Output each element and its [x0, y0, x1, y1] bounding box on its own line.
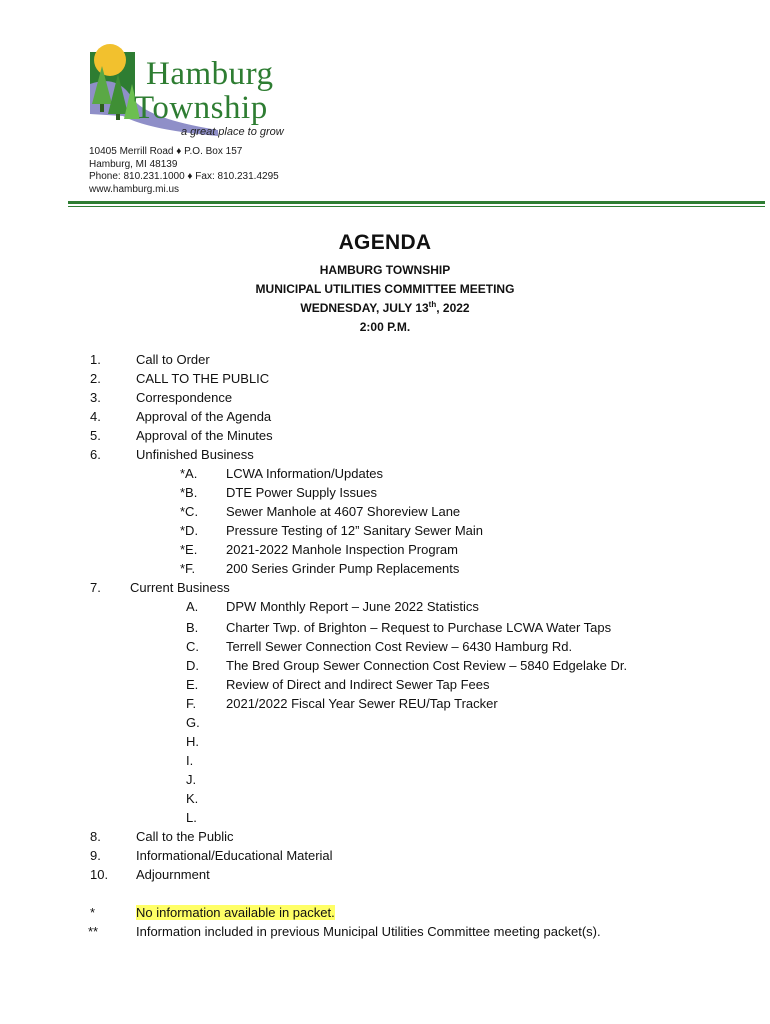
sub-item-letter: J. [186, 772, 197, 787]
logo-tagline: a great place to grow [181, 126, 284, 138]
footnote-mark: * [90, 905, 96, 920]
meeting-name: MUNICIPAL UTILITIES COMMITTEE MEETING [255, 282, 515, 296]
footnote-text: Information included in previous Municipal Utilities Committee meeting packet(s). [136, 924, 601, 939]
item-number: 1. [90, 352, 101, 367]
item-number: 4. [90, 409, 101, 424]
sub-item: DPW Monthly Report – June 2022 Statistics [226, 599, 479, 614]
footnote-text [136, 905, 335, 920]
meeting-time: 2:00 P.M. [359, 320, 411, 334]
agenda-item: Approval of the Minutes [136, 428, 273, 443]
address-block [89, 146, 279, 196]
sub-item: LCWA Information/Updates [226, 466, 384, 481]
sub-item-letter: G. [186, 715, 200, 730]
item-number: 5. [90, 428, 101, 443]
item-number: 8. [90, 829, 101, 844]
phone-fax-line: Phone: 810.231.1000 ♦ Fax: 810.231.4295 [89, 171, 279, 182]
item-number: 10. [90, 867, 109, 882]
sub-item-letter: K. [186, 791, 199, 806]
sub-item: Pressure Testing of 12” Sanitary Sewer Main [226, 523, 483, 538]
sub-item-letter: *D. [180, 523, 199, 538]
sub-item-letter: I. [186, 753, 194, 768]
sub-item: 2021-2022 Manhole Inspection Program [226, 542, 458, 557]
agenda-item: CALL TO THE PUBLIC [136, 371, 270, 386]
agenda-item: Correspondence [136, 390, 233, 405]
agenda-item: Informational/Educational Material [136, 848, 333, 863]
agenda-item: Unfinished Business [136, 447, 254, 462]
sun-icon [94, 44, 126, 76]
agenda-item: Call to the Public [136, 829, 234, 844]
website-link[interactable]: www.hamburg.mi.us [89, 183, 180, 195]
sub-item-letter: F. [186, 696, 197, 711]
address-line: 10405 Merrill Road ♦ P.O. Box 157 [89, 146, 243, 157]
agenda-item: Current Business [130, 580, 230, 595]
sub-item: 2021/2022 Fiscal Year Sewer REU/Tap Tracker [226, 696, 498, 711]
meeting-date: WEDNESDAY, JULY 13th, 2022 [300, 300, 470, 315]
header-divider [68, 201, 765, 204]
sub-item-letter: *B. [180, 485, 198, 500]
sub-item: Review of Direct and Indirect Sewer Tap Fees [226, 677, 490, 692]
item-number: 6. [90, 447, 101, 462]
sub-item: Sewer Manhole at 4607 Shoreview Lane [226, 504, 461, 519]
sub-item-letter: *E. [180, 542, 198, 557]
header-divider-thin [68, 206, 765, 207]
logo-text-hamburg: Hamburg [146, 56, 274, 92]
sub-item-letter: *C. [180, 504, 199, 519]
sub-item: Terrell Sewer Connection Cost Review – 6430 Hamburg Rd. [226, 639, 573, 654]
item-number: 2. [90, 371, 101, 386]
org-name: HAMBURG TOWNSHIP [319, 263, 451, 277]
agenda-item: Call to Order [136, 352, 210, 367]
sub-item-letter: C. [186, 639, 199, 654]
sub-item-letter: A. [186, 599, 199, 614]
sub-item-letter: E. [186, 677, 199, 692]
highlighted-note: No information available in packet. [136, 905, 335, 920]
sub-item-letter: L. [186, 810, 197, 825]
item-number: 9. [90, 848, 101, 863]
item-number: 7. [90, 580, 101, 595]
sub-item-letter: H. [186, 734, 199, 749]
sub-item: Charter Twp. of Brighton – Request to Purchase LCWA Water Taps [226, 620, 612, 635]
sub-item: DTE Power Supply Issues [226, 485, 378, 500]
agenda-item: Adjournment [136, 867, 210, 882]
agenda-item: Approval of the Agenda [136, 409, 272, 424]
address-line: Hamburg, MI 48139 [89, 158, 178, 170]
footnote-mark: ** [88, 924, 99, 939]
sub-item-letter: *A. [180, 466, 198, 481]
sub-item-letter: B. [186, 620, 199, 635]
page-title: AGENDA [338, 231, 432, 254]
logo-text-township: Township [134, 90, 268, 126]
sub-item: 200 Series Grinder Pump Replacements [226, 561, 460, 576]
sub-item-letter: D. [186, 658, 199, 673]
item-number: 3. [90, 390, 101, 405]
sub-item-letter: *F. [180, 561, 196, 576]
sub-item: The Bred Group Sewer Connection Cost Review – 5840 Edgelake Dr. [226, 658, 628, 673]
